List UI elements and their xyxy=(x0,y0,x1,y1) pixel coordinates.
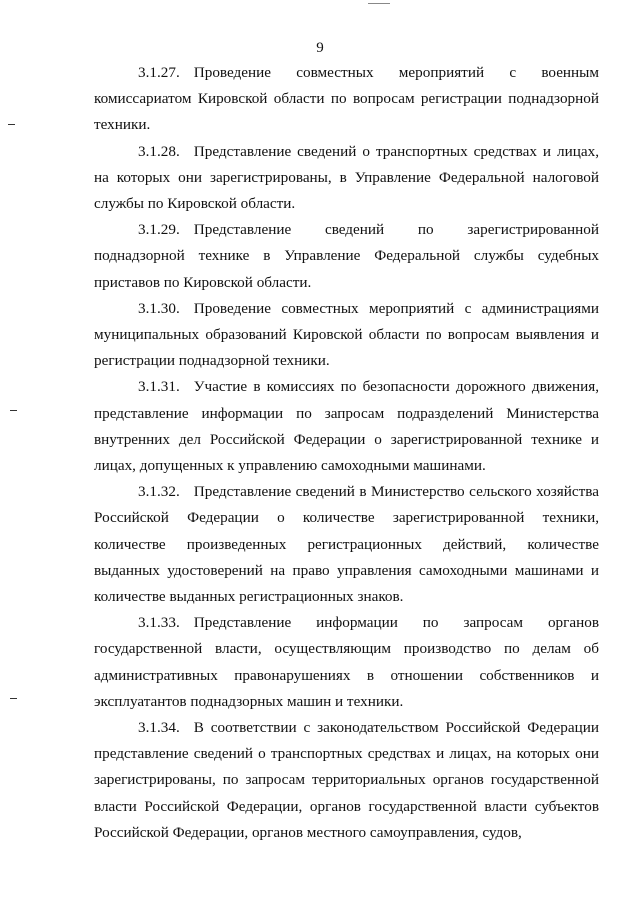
paragraph-number: 3.1.32. xyxy=(138,483,180,501)
paragraph-number: 3.1.31. xyxy=(138,378,180,396)
paragraph-3-1-30 xyxy=(94,296,599,375)
page-number: 9 xyxy=(316,40,324,56)
paragraph-number: 3.1.27. xyxy=(138,64,180,81)
paragraph-3-1-31 xyxy=(94,374,599,479)
paragraph-number: 3.1.34. xyxy=(138,719,180,737)
paragraph-number: 3.1.30. xyxy=(138,299,180,317)
paragraph-3-1-33 xyxy=(94,610,599,715)
paragraph-text: Проведение совместных мероприятий с военным комиссариатом Кировской области по вопросам регистрации поднадзорной техники. xyxy=(94,64,599,134)
document-body xyxy=(94,60,599,846)
paragraph-text: Представление сведений в Министерство сельского хозяйства Российской Федерации о количестве зарегистрированной техники, количестве произведенных регистрационных действий, количестве выданных удостоверений на право управления самоходными машинами и количестве выданных регистрационных знаков. xyxy=(94,483,599,606)
paragraph-number: 3.1.29. xyxy=(138,221,180,239)
paragraph-3-1-28 xyxy=(94,139,599,218)
paragraph-text: Представление информации по запросам органов государственной власти, осуществляющим производство по делам об административных правонарушениях в отношении собственников и эксплуатантов поднадзорных машин и техники. xyxy=(94,614,599,710)
paragraph-text: Проведение совместных мероприятий с администрациями муниципальных образований Кировской области по вопросам выявления и регистрации поднадзорной техники. xyxy=(94,299,599,370)
paragraph-text: В соответствии с законодательством Российской Федерации представление сведений о транспортных средствах и лицах, на которых они зарегистрированы, по запросам территориальных органов государственной власти Российской Федерации, органов государственной власти субъектов Российской Федерации, органов местного самоуправления, судов, xyxy=(94,719,599,841)
paragraph-text: Представление сведений о транспортных средствах и лицах, на которых они зарегистрированы, в Управление Федеральной налоговой службы по Кировской области. xyxy=(94,142,599,213)
paragraph-text: Участие в комиссиях по безопасности дорожного движения, представление информации по запросам подразделений Министерства внутренних дел Российской Федерации о зарегистрированной технике и лицах, допущенных к управлению самоходными машинами. xyxy=(94,378,599,475)
paragraph-3-1-27 xyxy=(94,60,599,139)
scan-mark xyxy=(10,698,17,699)
paragraph-3-1-32 xyxy=(94,479,599,610)
scan-mark xyxy=(8,124,15,125)
paragraph-3-1-29 xyxy=(94,217,599,296)
paragraph-number: 3.1.33. xyxy=(138,614,180,632)
paragraph-number: 3.1.28. xyxy=(138,142,180,160)
scan-mark xyxy=(10,410,17,411)
scan-mark xyxy=(368,3,390,4)
paragraph-3-1-34 xyxy=(94,715,599,846)
paragraph-text: Представление сведений по зарегистрированной поднадзорной технике в Управление Федеральной службы судебных приставов по Кировской области. xyxy=(94,221,599,291)
